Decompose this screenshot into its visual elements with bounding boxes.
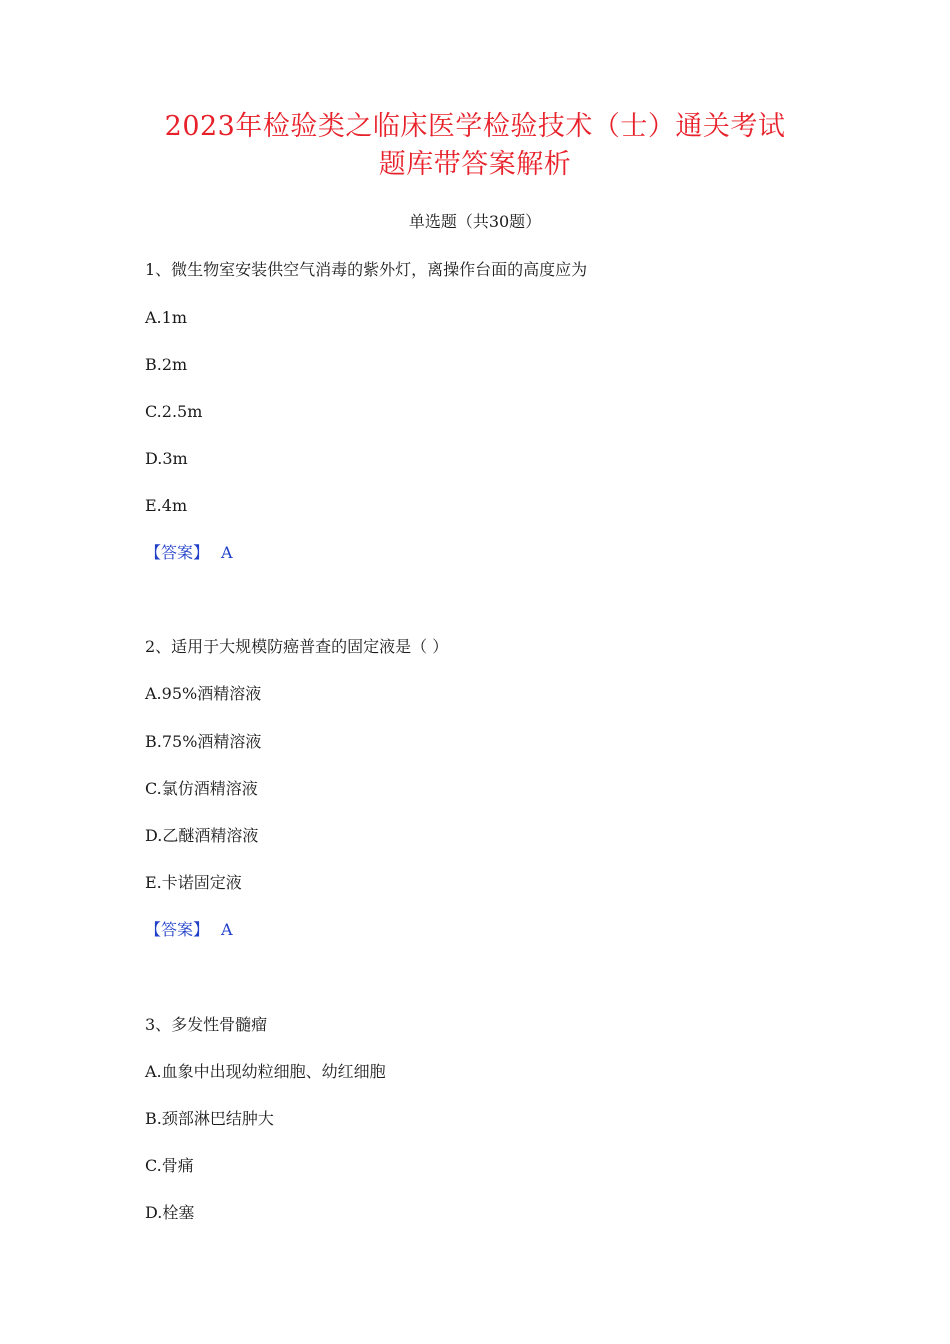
answer-label: 【答案】 [145, 920, 210, 939]
document-title-line-2: 题库带答案解析 [378, 149, 572, 180]
question-2-option-b: B.75%酒精溶液 [145, 732, 262, 751]
question-1-option-a: A.1m [145, 308, 187, 327]
question-2-option-a: A.95%酒精溶液 [145, 684, 262, 703]
answer-value: A [221, 920, 233, 939]
question-2-option-d: D.乙醚酒精溶液 [145, 826, 259, 845]
question-2-stem: 2、适用于大规模防癌普查的固定液是（ ） [145, 637, 449, 656]
question-2-option-e: E.卡诺固定液 [145, 873, 242, 892]
document-title-line-1: 2023年检验类之临床医学检验技术（士）通关考试 [164, 111, 786, 142]
answer-value: A [221, 543, 233, 562]
question-1-stem: 1、微生物室安装供空气消毒的紫外灯，离操作台面的高度应为 [145, 260, 588, 279]
question-2-answer [145, 919, 233, 941]
question-1-answer [145, 542, 233, 564]
question-3-option-b: B.颈部淋巴结肿大 [145, 1109, 274, 1128]
question-2-option-c: C.氯仿酒精溶液 [145, 779, 258, 798]
question-3-stem: 3、多发性骨髓瘤 [145, 1015, 268, 1034]
question-1-option-d: D.3m [145, 449, 188, 468]
document-title [0, 108, 950, 184]
question-1-option-e: E.4m [145, 496, 188, 515]
question-1-option-c: C.2.5m [145, 402, 203, 421]
question-3-option-a: A.血象中出现幼粒细胞、幼红细胞 [145, 1062, 386, 1081]
section-heading: 单选题（共30题） [408, 212, 542, 231]
question-1-option-b: B.2m [145, 355, 188, 374]
question-3-option-c: C.骨痛 [145, 1156, 194, 1175]
answer-label: 【答案】 [145, 543, 210, 562]
question-3-option-d: D.栓塞 [145, 1203, 195, 1222]
